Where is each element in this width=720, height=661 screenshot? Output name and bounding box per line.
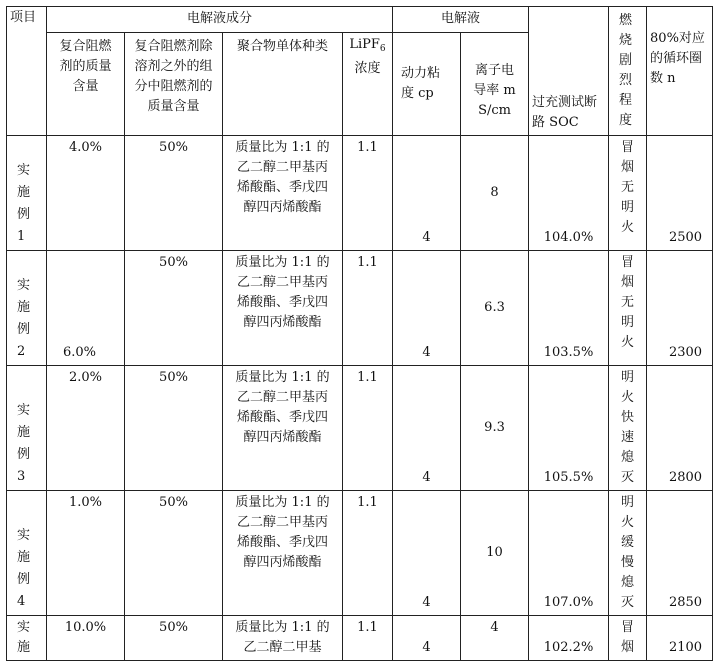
row-monomer: 质量比为 1:1 的乙二醇二甲基丙烯酸酯、季戊四醇四丙烯酸酯 bbox=[223, 491, 343, 616]
row-soc: 103.5% bbox=[529, 251, 609, 366]
header-item: 项目 bbox=[7, 7, 47, 136]
row-viscosity: 4 bbox=[393, 366, 461, 491]
row-conductivity: 10 bbox=[461, 491, 529, 616]
row-conductivity: 6.3 bbox=[461, 251, 529, 366]
row-viscosity: 4 bbox=[393, 491, 461, 616]
row-lipf6: 1.1 bbox=[343, 366, 393, 491]
row-name: 实施例4 bbox=[7, 491, 47, 616]
row-soc: 102.2% bbox=[529, 616, 609, 661]
header-overcharge: 过充测试断路 SOC bbox=[529, 7, 609, 136]
row-lipf6: 1.1 bbox=[343, 491, 393, 616]
row-soc: 107.0% bbox=[529, 491, 609, 616]
row-monomer: 质量比为 1:1 的乙二醇二甲基丙烯酸酯、季戊四醇四丙烯酸酯 bbox=[223, 366, 343, 491]
row-conductivity: 8 bbox=[461, 136, 529, 251]
row-name: 实施 bbox=[7, 616, 47, 661]
header-electrolyte: 电解液 bbox=[393, 7, 529, 33]
header-cycles: 80%对应的循环圈数 n bbox=[647, 7, 713, 136]
header-monomer: 聚合物单体种类 bbox=[223, 32, 343, 135]
lipf6-unit: 浓度 bbox=[354, 60, 381, 76]
row-cycles: 2500 bbox=[647, 136, 713, 251]
row-content: 6.0% bbox=[47, 251, 125, 366]
row-burn: 明火快速熄灭 bbox=[609, 366, 647, 491]
header-lipf6 bbox=[343, 32, 393, 135]
row-cycles: 2800 bbox=[647, 366, 713, 491]
row-share: 50% bbox=[125, 616, 223, 661]
row-content: 10.0% bbox=[47, 616, 125, 661]
row-conductivity: 4 bbox=[461, 616, 529, 661]
row-burn: 冒烟无明火 bbox=[609, 136, 647, 251]
row-lipf6: 1.1 bbox=[343, 136, 393, 251]
row-cycles: 2300 bbox=[647, 251, 713, 366]
header-viscosity: 动力粘度 cp bbox=[393, 32, 461, 135]
row-content: 4.0% bbox=[47, 136, 125, 251]
row-cycles: 2850 bbox=[647, 491, 713, 616]
row-name: 实施例1 bbox=[7, 136, 47, 251]
row-content: 2.0% bbox=[47, 366, 125, 491]
row-monomer: 质量比为 1:1 的乙二醇二甲基 bbox=[223, 616, 343, 661]
row-burn: 冒烟无明火 bbox=[609, 251, 647, 366]
row-name: 实施例3 bbox=[7, 366, 47, 491]
header-conductivity: 离子电导率 mS/cm bbox=[461, 32, 529, 135]
row-burn: 明火缓慢熄灭 bbox=[609, 491, 647, 616]
row-viscosity: 4 bbox=[393, 251, 461, 366]
header-burn: 燃烧剧烈程度 bbox=[609, 7, 647, 136]
row-viscosity: 4 bbox=[393, 136, 461, 251]
row-lipf6: 1.1 bbox=[343, 616, 393, 661]
row-burn: 冒烟 bbox=[609, 616, 647, 661]
row-share: 50% bbox=[125, 136, 223, 251]
row-name: 实施例2 bbox=[7, 251, 47, 366]
row-monomer: 质量比为 1:1 的乙二醇二甲基丙烯酸酯、季戊四醇四丙烯酸酯 bbox=[223, 136, 343, 251]
row-lipf6: 1.1 bbox=[343, 251, 393, 366]
row-share: 50% bbox=[125, 491, 223, 616]
header-electrolyte-composition: 电解液成分 bbox=[47, 7, 393, 33]
row-share: 50% bbox=[125, 366, 223, 491]
row-monomer: 质量比为 1:1 的乙二醇二甲基丙烯酸酯、季戊四醇四丙烯酸酯 bbox=[223, 251, 343, 366]
row-content: 1.0% bbox=[47, 491, 125, 616]
electrolyte-results-table bbox=[6, 6, 713, 661]
lipf6-text: LiPF bbox=[349, 36, 380, 52]
row-viscosity: 4 bbox=[393, 616, 461, 661]
row-share: 50% bbox=[125, 251, 223, 366]
row-cycles: 2100 bbox=[647, 616, 713, 661]
header-other-share: 复合阻燃剂除溶剂之外的组分中阻燃剂的质量含量 bbox=[125, 32, 223, 135]
row-soc: 105.5% bbox=[529, 366, 609, 491]
header-flame-content: 复合阻燃剂的质量含量 bbox=[47, 32, 125, 135]
row-conductivity: 9.3 bbox=[461, 366, 529, 491]
row-soc: 104.0% bbox=[529, 136, 609, 251]
lipf6-subscript: 6 bbox=[379, 43, 386, 54]
